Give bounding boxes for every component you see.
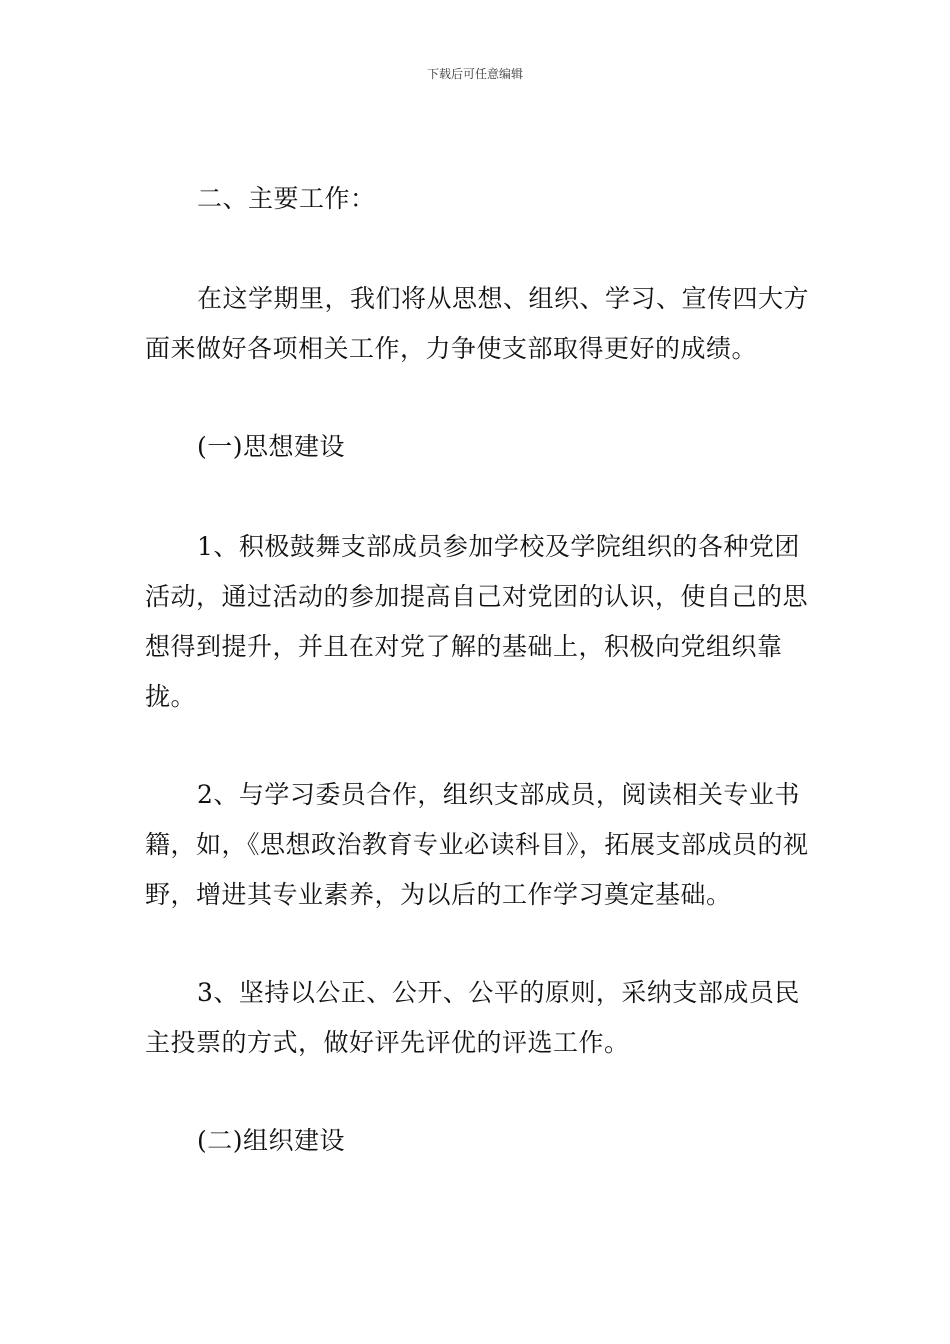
list-item: 1、积极鼓舞支部成员参加学校及学院组织的各种党团活动，通过活动的参加提高自己对党团的认识，使自己的思想得到提升，并且在对党了解的基础上，积极向党组织靠拢。: [145, 532, 809, 711]
subsection-title-organization: (二)组织建设: [197, 1126, 346, 1155]
section-heading: 二、主要工作：: [197, 184, 376, 213]
header-note: 下载后可任意编辑: [426, 67, 523, 81]
intro-paragraph: 在这学期里，我们将从思想、组织、学习、宣传四大方面来做好各项相关工作，力争使支部取得更好的成绩。: [145, 284, 810, 363]
subsection-title-ideology: (一)思想建设: [197, 432, 346, 461]
list-item: 3、坚持以公正、公开、公平的原则，采纳支部成员民主投票的方式，做好评先评优的评选工作。: [145, 978, 800, 1057]
list-item: 2、与学习委员合作，组织支部成员，阅读相关专业书籍，如，《思想政治教育专业必读科目》，拓展支部成员的视野，增进其专业素养，为以后的工作学习奠定基础。: [145, 780, 809, 909]
